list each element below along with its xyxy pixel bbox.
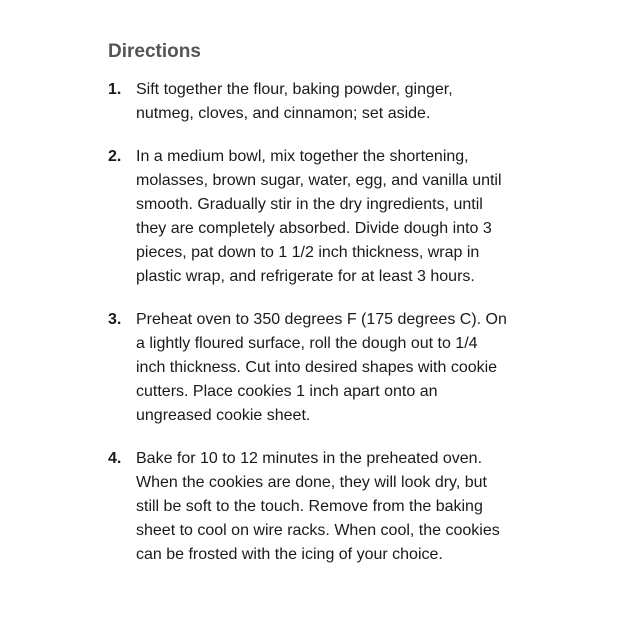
- step-text: In a medium bowl, mix together the shortening, molasses, brown sugar, water, egg, and vanilla until smooth. Gradually stir in the dry ingredients, until they are completely absorbed. Divide dough into 3 pieces, pat down to 1 1/2 inch thickness, wrap in plastic wrap, and refrigerate for at least 3 hours.: [136, 148, 502, 285]
- step-number: 1.: [108, 81, 122, 98]
- direction-step-4: [108, 447, 508, 567]
- directions-heading: Directions: [108, 41, 201, 62]
- step-number: 4.: [108, 450, 122, 467]
- directions-list: [108, 78, 508, 567]
- direction-step-1: [108, 78, 508, 126]
- step-text: Preheat oven to 350 degrees F (175 degrees C). On a lightly floured surface, roll the dough out to 1/4 inch thickness. Cut into desired shapes with cookie cutters. Place cookies 1 inch apart onto an ungreased cookie sheet.: [136, 311, 507, 424]
- direction-step-2: [108, 145, 508, 289]
- step-text: Sift together the flour, baking powder, ginger, nutmeg, cloves, and cinnamon; set aside.: [136, 81, 453, 122]
- step-text: Bake for 10 to 12 minutes in the preheated oven. When the cookies are done, they will look dry, but still be soft to the touch. Remove from the baking sheet to cool on wire racks. When cool, the cookies can be frosted with the icing of your choice.: [136, 450, 500, 563]
- step-number: 3.: [108, 311, 122, 328]
- direction-step-3: [108, 308, 508, 428]
- step-number: 2.: [108, 148, 122, 165]
